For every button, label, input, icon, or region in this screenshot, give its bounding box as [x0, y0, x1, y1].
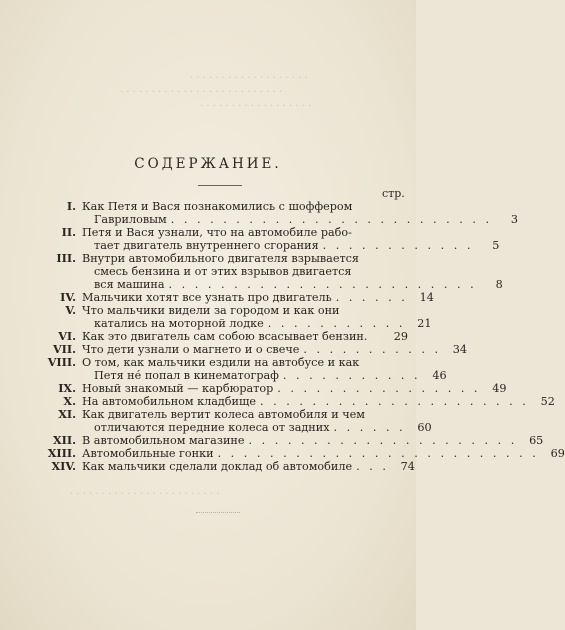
chapter-number: VIII. [47, 355, 76, 369]
toc-entry [38, 330, 408, 343]
chapter-title-line: Как Петя и Вася познакомились с шоффером [82, 200, 353, 213]
page-number: 8 [495, 278, 503, 291]
bottom-ornament [196, 512, 240, 514]
chapter-title-line: тает двигатель внутреннего сгорания [94, 239, 319, 252]
chapter-number: X. [63, 394, 76, 408]
page-number: 21 [417, 317, 432, 330]
bleed-through-text: . . . . . . . . . . . . . . . . . . . . . . . . [70, 486, 220, 497]
chapter-number: XIV. [51, 459, 76, 473]
chapter-number: XII. [52, 433, 76, 447]
chapter-title-line: Новый знакомый — карбюратор [82, 382, 274, 395]
chapter-title-line: отличаются передние колеса от задних [94, 421, 330, 434]
toc-entry [38, 290, 434, 304]
chapter-number: III. [56, 251, 76, 265]
chapter-number: XI. [58, 407, 76, 421]
toc-entry [38, 459, 415, 473]
chapter-title-line: Гавриловым [94, 213, 167, 226]
chapter-title-line: смесь бензина и от этих взрывов двигается [94, 265, 352, 278]
chapter-number: IX. [58, 381, 76, 395]
chapter-title-line: Петя и Вася узнали, что на автомобиле рабо- [82, 226, 352, 239]
leader-dots: . . . . . . . . . . . [303, 343, 442, 356]
chapter-title-line: Как это двигатель сам собою всасывает бензин. [82, 330, 368, 343]
toc-entry [38, 394, 555, 408]
leader-dots: . . . . . . . . . . . . . . . . . . . . . . . . . [170, 213, 493, 226]
chapter-number: VII. [52, 342, 76, 356]
chapter-title-line: Мальчики хотят все узнать про двигатель [82, 291, 332, 304]
toc-entry [38, 355, 447, 382]
leader-dots: . . . . . . . . . . . [267, 317, 406, 330]
title-rule [198, 185, 242, 186]
chapter-number: I. [66, 199, 76, 213]
page-number: 60 [417, 421, 432, 434]
page-number: 74 [400, 460, 415, 473]
chapter-number: II. [61, 225, 76, 239]
page-column-header: стр. [382, 187, 405, 200]
page-number: 52 [540, 395, 555, 408]
toc-entry [38, 381, 507, 395]
chapter-title-line: Петя не́ попал в кинематограф [94, 369, 279, 382]
bleed-through-text: . . . . . . . . . . . . . . . . . . [200, 98, 312, 109]
chapter-number: IV. [60, 290, 76, 304]
chapter-number: VI. [58, 329, 76, 343]
page-title: СОДЕРЖАНИЕ. [134, 156, 282, 172]
leader-dots: . . . . . . . . . . . . . . . . . . . . . . . . [168, 278, 477, 291]
toc-entry [38, 199, 519, 226]
toc-entry [38, 225, 500, 252]
chapter-title-line: Внутри автомобильного двигателя взрывается [82, 252, 359, 265]
page-number: 14 [419, 291, 434, 304]
bleed-through-text: . . . . . . . . . . . . . . . . . . . [190, 70, 308, 81]
chapter-title-line: На автомобильном кладбище [82, 395, 257, 408]
toc-entry [38, 433, 544, 447]
leader-dots: . . . . . . . . . . . . . . . . . . . . . [260, 395, 529, 408]
leader-dots: . . . . . . . . . . . . . . . . . . . . . [248, 434, 518, 447]
chapter-title-line: В автомобильном магазине [82, 434, 245, 447]
chapter-number: V. [65, 303, 76, 317]
page-number: 34 [452, 343, 468, 356]
page-number: 69 [550, 447, 565, 460]
toc-entry [38, 251, 503, 291]
chapter-number: XIII. [47, 446, 76, 460]
chapter-title-line: Как мальчики сделали доклад об автомобиле [82, 460, 353, 473]
chapter-title-line: Как двигатель вертит колеса автомобиля и чем [82, 408, 366, 421]
chapter-title-line: Автомобильные гонки [82, 447, 214, 460]
leader-dots: . . . . . . . . . . . . . . . . [277, 382, 481, 395]
bleed-through-text: . . . . . . . . . . . . . . . . . . . . . . . . . . [120, 84, 283, 95]
toc-entry [38, 446, 565, 460]
page-number: 46 [432, 369, 447, 382]
leader-dots: . . . . . . [333, 421, 406, 434]
page-number: 49 [492, 382, 507, 395]
chapter-title-line: вся машина [94, 278, 165, 291]
toc-entry [38, 407, 432, 434]
leader-dots: . . . . . . . . . . . [282, 369, 421, 382]
page-number: 5 [492, 239, 500, 252]
toc-entry [38, 342, 468, 356]
leader-dots: . . . . . . . . . . . . [322, 239, 474, 252]
table-of-contents [38, 199, 565, 473]
leader-dots: . . . [356, 460, 389, 473]
chapter-title-line: Что мальчики видели за городом и как они [82, 304, 340, 317]
leader-dots: . . . . . . . . . . . . . . . . . . . . . . . . . [217, 447, 539, 460]
page-number: 65 [529, 434, 544, 447]
chapter-title-line: О том, как мальчики ездили на автобусе и как [82, 356, 360, 369]
chapter-title-line: катались на моторной лодке [94, 317, 264, 330]
page-number: 3 [510, 213, 519, 226]
toc-entry [38, 303, 432, 330]
chapter-title-line: Что дети узнали о магнето и о свече [82, 343, 300, 356]
page-number: 29 [393, 330, 408, 343]
leader-dots: . . . . . . [335, 291, 408, 304]
